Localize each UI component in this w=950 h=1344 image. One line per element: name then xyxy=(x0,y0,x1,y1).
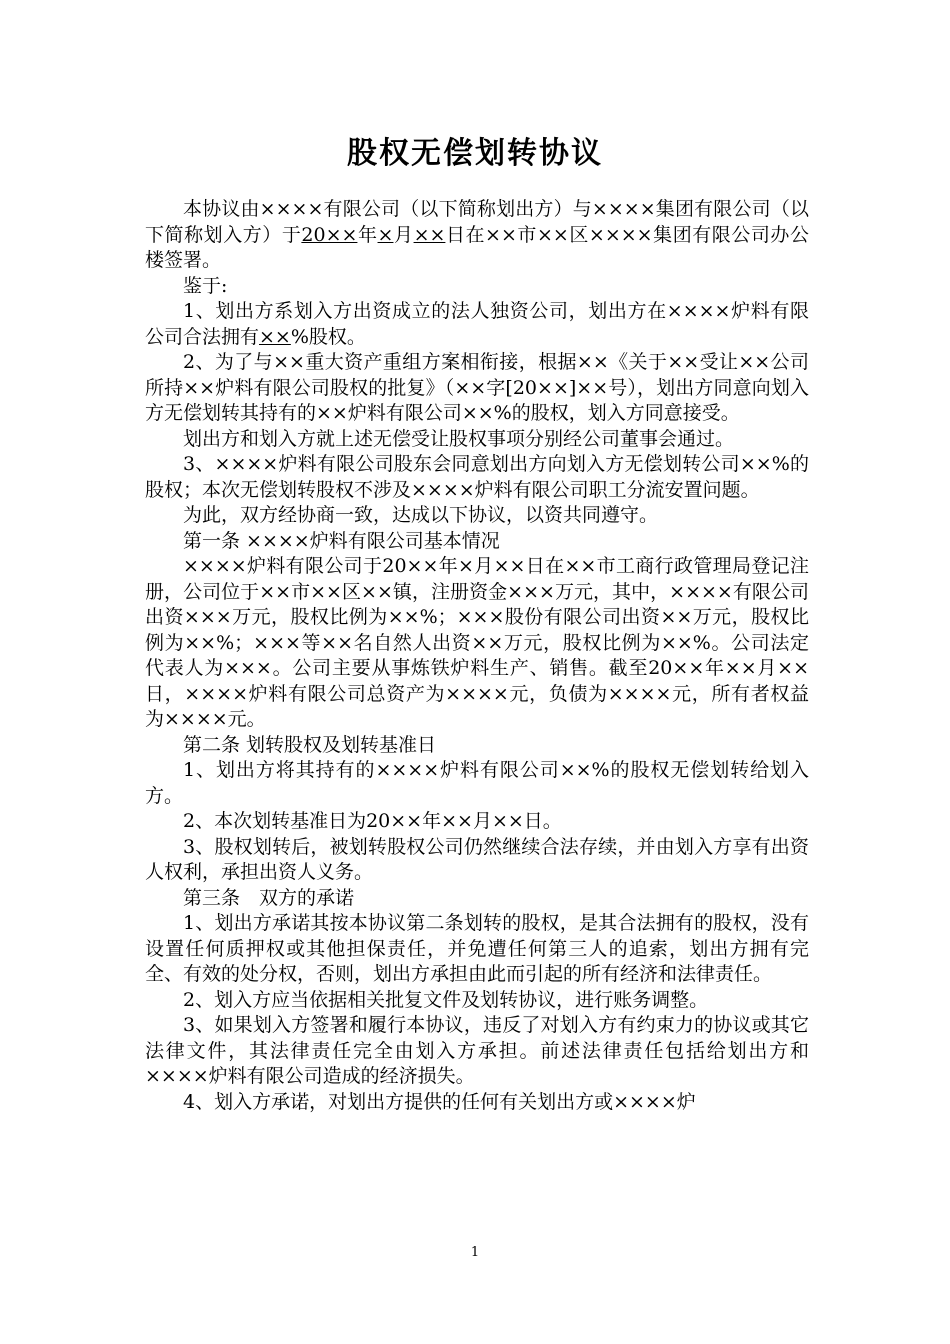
article-1-title: 第一条 ××××炉料有限公司基本情况 xyxy=(183,529,500,552)
article-3-item: 1、划出方承诺其按本协议第二条划转的股权，是其合法拥有的股权，没有设置任何质押权或其他担保责任，并免遭任何第三人的追索，划出方拥有完全、有效的处分权，否则，划出方承担由此而引起的所有经济和法律责任。 xyxy=(145,912,809,985)
year-suffix: 年 xyxy=(357,223,378,246)
intro-text-before-date: 本协议由××××有限公司（以下简称划出方）与××××集团有限公司（以下简称划入方）于 xyxy=(145,198,809,246)
document-body xyxy=(145,197,809,1115)
recital-1 xyxy=(145,299,809,350)
recital-1-percentage: ×× xyxy=(259,325,291,348)
article-3-item: 2、划入方应当依据相关批复文件及划转协议，进行账务调整。 xyxy=(183,988,709,1011)
recital-2: 2、为了与××重大资产重组方案相衔接，根据××《关于××受让××公司所持××炉料有限公司股权的批复》（××字[20××]××号），划出方同意向划入方无偿划转其持有的××炉料有限公司××%的股权，划入方同意接受。 xyxy=(145,351,809,424)
recital-1-suffix: %股权。 xyxy=(290,325,366,348)
article-2-item: 3、股权划转后，被划转股权公司仍然继续合法存续，并由划入方享有出资人权利，承担出资人义务。 xyxy=(145,835,809,883)
article-2-item: 1、划出方将其持有的××××炉料有限公司××%的股权无偿划转给划入方。 xyxy=(145,759,809,807)
signing-day: ×× xyxy=(413,223,446,246)
agreement-intro: 为此，双方经协商一致，达成以下协议，以资共同遵守。 xyxy=(183,504,659,526)
article-3-item: 4、划入方承诺，对划出方提供的任何有关划出方或××××炉 xyxy=(183,1090,696,1113)
article-3-item: 3、如果划入方签署和履行本协议，违反了对划入方有约束力的协议或其它法律文件，其法律责任完全由划入方承担。前述法律责任包括给划出方和××××炉料有限公司造成的经济损失。 xyxy=(145,1014,809,1087)
intro-paragraph xyxy=(145,197,809,274)
signing-year: 20×× xyxy=(301,223,358,246)
whereas-heading: 鉴于: xyxy=(183,274,228,297)
page-number: 1 xyxy=(470,1245,480,1260)
article-2-item: 2、本次划转基准日为20××年××月××日。 xyxy=(183,810,562,832)
intro-text-after-date: 日在××市××区××××集团有限公司办公楼签署。 xyxy=(145,223,809,271)
month-suffix: 月 xyxy=(393,223,414,246)
article-2-title: 第二条 划转股权及划转基准日 xyxy=(183,733,437,756)
article-3-title: 第三条 双方的承诺 xyxy=(183,886,355,909)
recital-3: 3、××××炉料有限公司股东会同意划出方向划入方无偿划转公司××%的股权；本次无偿划转股权不涉及××××炉料有限公司职工分流安置问题。 xyxy=(145,453,809,501)
recital-1-text: 1、划出方系划入方出资成立的法人独资公司，划出方在××××炉料有限公司合法拥有 xyxy=(145,300,809,348)
article-1-body: ××××炉料有限公司于20××年×月××日在××市工商行政管理局登记注册，公司位于××市××区××镇，注册资金×××万元，其中，××××有限公司出资×××万元，股权比例为××%；×××股份有限公司出资××万元，股权比例为××%；×××等××名自然人出资××万元，股权比例为××%。公司法定代表人为×××。公司主要从事炼铁炉料生产、销售。截至20××年××月××日，××××炉料有限公司总资产为××××元，负债为××××元，所有者权益为××××元。 xyxy=(145,555,809,730)
signing-month: × xyxy=(377,223,394,246)
recital-board-approval: 划出方和划入方就上述无偿受让股权事项分别经公司董事会通过。 xyxy=(183,427,735,450)
document-title: 股权无偿划转协议 xyxy=(347,136,603,171)
